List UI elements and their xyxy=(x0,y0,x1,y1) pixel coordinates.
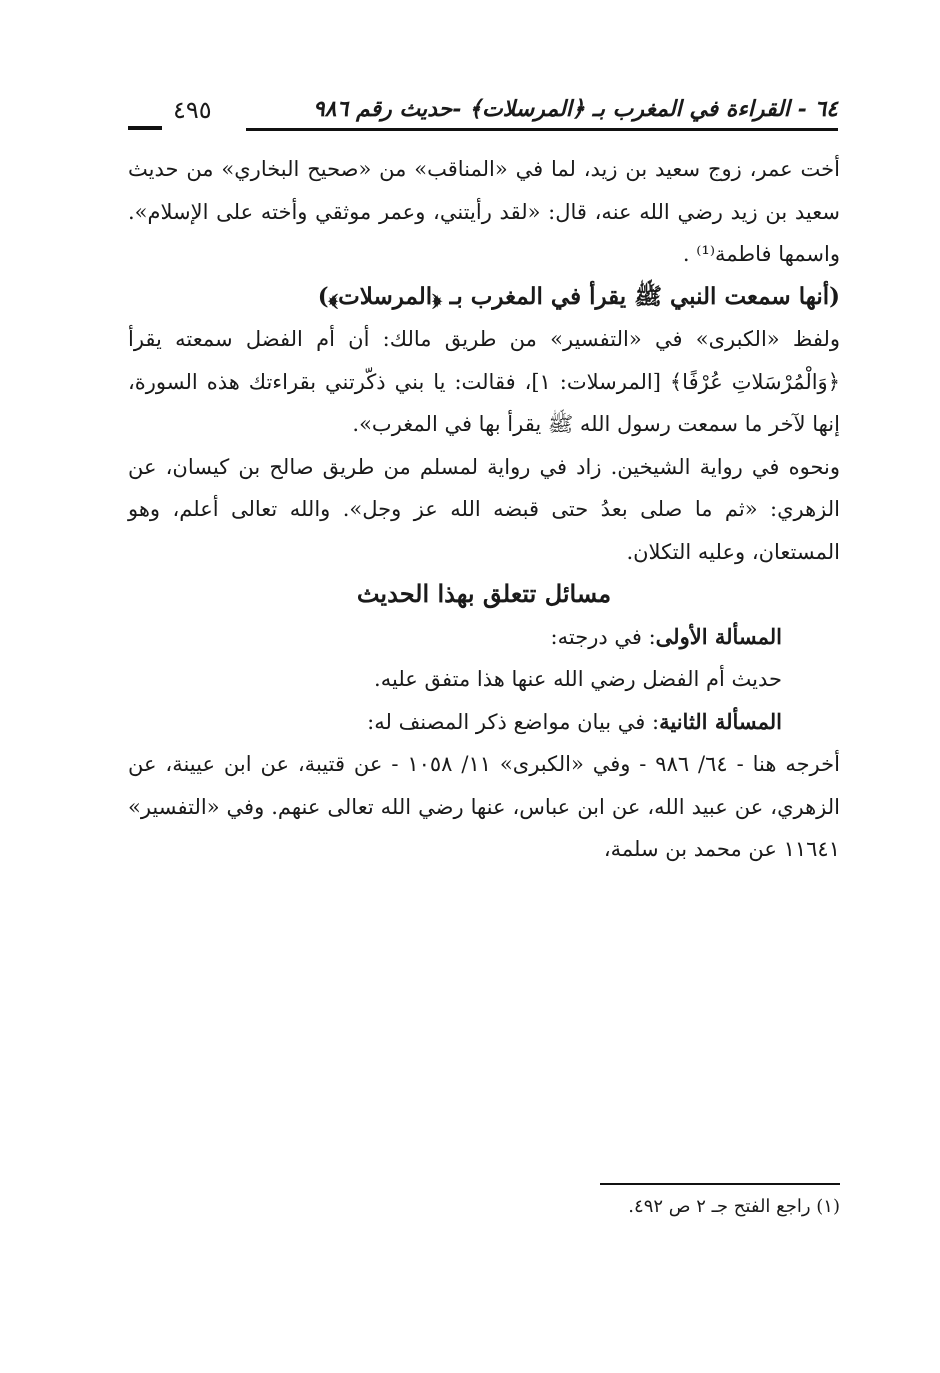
header-rule xyxy=(246,128,838,131)
footnote: (١) راجع الفتح جـ ٢ ص ٤٩٢. xyxy=(628,1196,840,1217)
issue-1-text: : في درجته: xyxy=(550,624,656,649)
issue-2-label: المسألة الثانية xyxy=(659,708,782,734)
page-number: ٤٩٥ xyxy=(173,96,212,124)
main-text xyxy=(128,148,840,871)
issue-1-body: حديث أم الفضل رضي الله عنها هذا متفق عليه. xyxy=(374,667,782,691)
footnote-rule xyxy=(600,1183,840,1185)
paragraph-4: أخرجه هنا - ٦٤/ ٩٨٦ - وفي «الكبرى» ١١/ ١٠٥٨ - عن قتيبة، عن ابن عيينة، عن الزهري، عن عبيد الله، عن ابن عباس، عنها رضي الله تعالى عنهم. وفي «التفسير» ١١٦٤١ عن محمد بن سلمة، xyxy=(128,752,840,861)
quoted-heading: (أنها سمعت النبي ﷺ يقرأ في المغرب بـ ﴿المرسلات﴾) xyxy=(317,282,840,310)
paragraph-3: ونحوه في رواية الشيخين. زاد في رواية لمسلم من طريق صالح بن كيسان، عن الزهري: «ثم ما صلى بعدُ حتى قبضه الله عز وجل». والله تعالى أعلم، وهو المستعان، وعليه التكلان. xyxy=(128,454,840,564)
issue-1-label: المسألة الأولى xyxy=(655,623,782,649)
issue-2-text: : في بيان مواضع ذكر المصنف له: xyxy=(367,709,660,734)
page-number-dash xyxy=(128,126,162,130)
paragraph-1: أخت عمر، زوج سعيد بن زيد، لما في «المناقب» من «صحيح البخاري» من حديث سعيد بن زيد رضي الله عنه، قال: «لقد رأيتني، وعمر موثقي وأخته على الإسلام». واسمها فاطمة⁽¹⁾ . xyxy=(128,157,840,266)
page-header xyxy=(128,92,838,132)
section-title: مسائل تتعلق بهذا الحديث xyxy=(356,579,612,608)
issue-2 xyxy=(128,701,840,744)
issue-1 xyxy=(128,616,840,659)
running-title: ٦٤ - القراءة في المغرب بـ ﴿المرسلات﴾ -حديث رقم ٩٨٦ xyxy=(312,96,838,122)
paragraph-2: ولفظ «الكبرى» في «التفسير» من طريق مالك: أن أم الفضل سمعته يقرأ ﴿وَالْمُرْسَلاتِ عُرْفًا﴾ [المرسلات: ١]، فقالت: يا بني ذكّرتني بقراءتك هذه السورة، إنها لآخر ما سمعت رسول الله ﷺ يقرأ بها في المغرب». xyxy=(128,327,840,436)
